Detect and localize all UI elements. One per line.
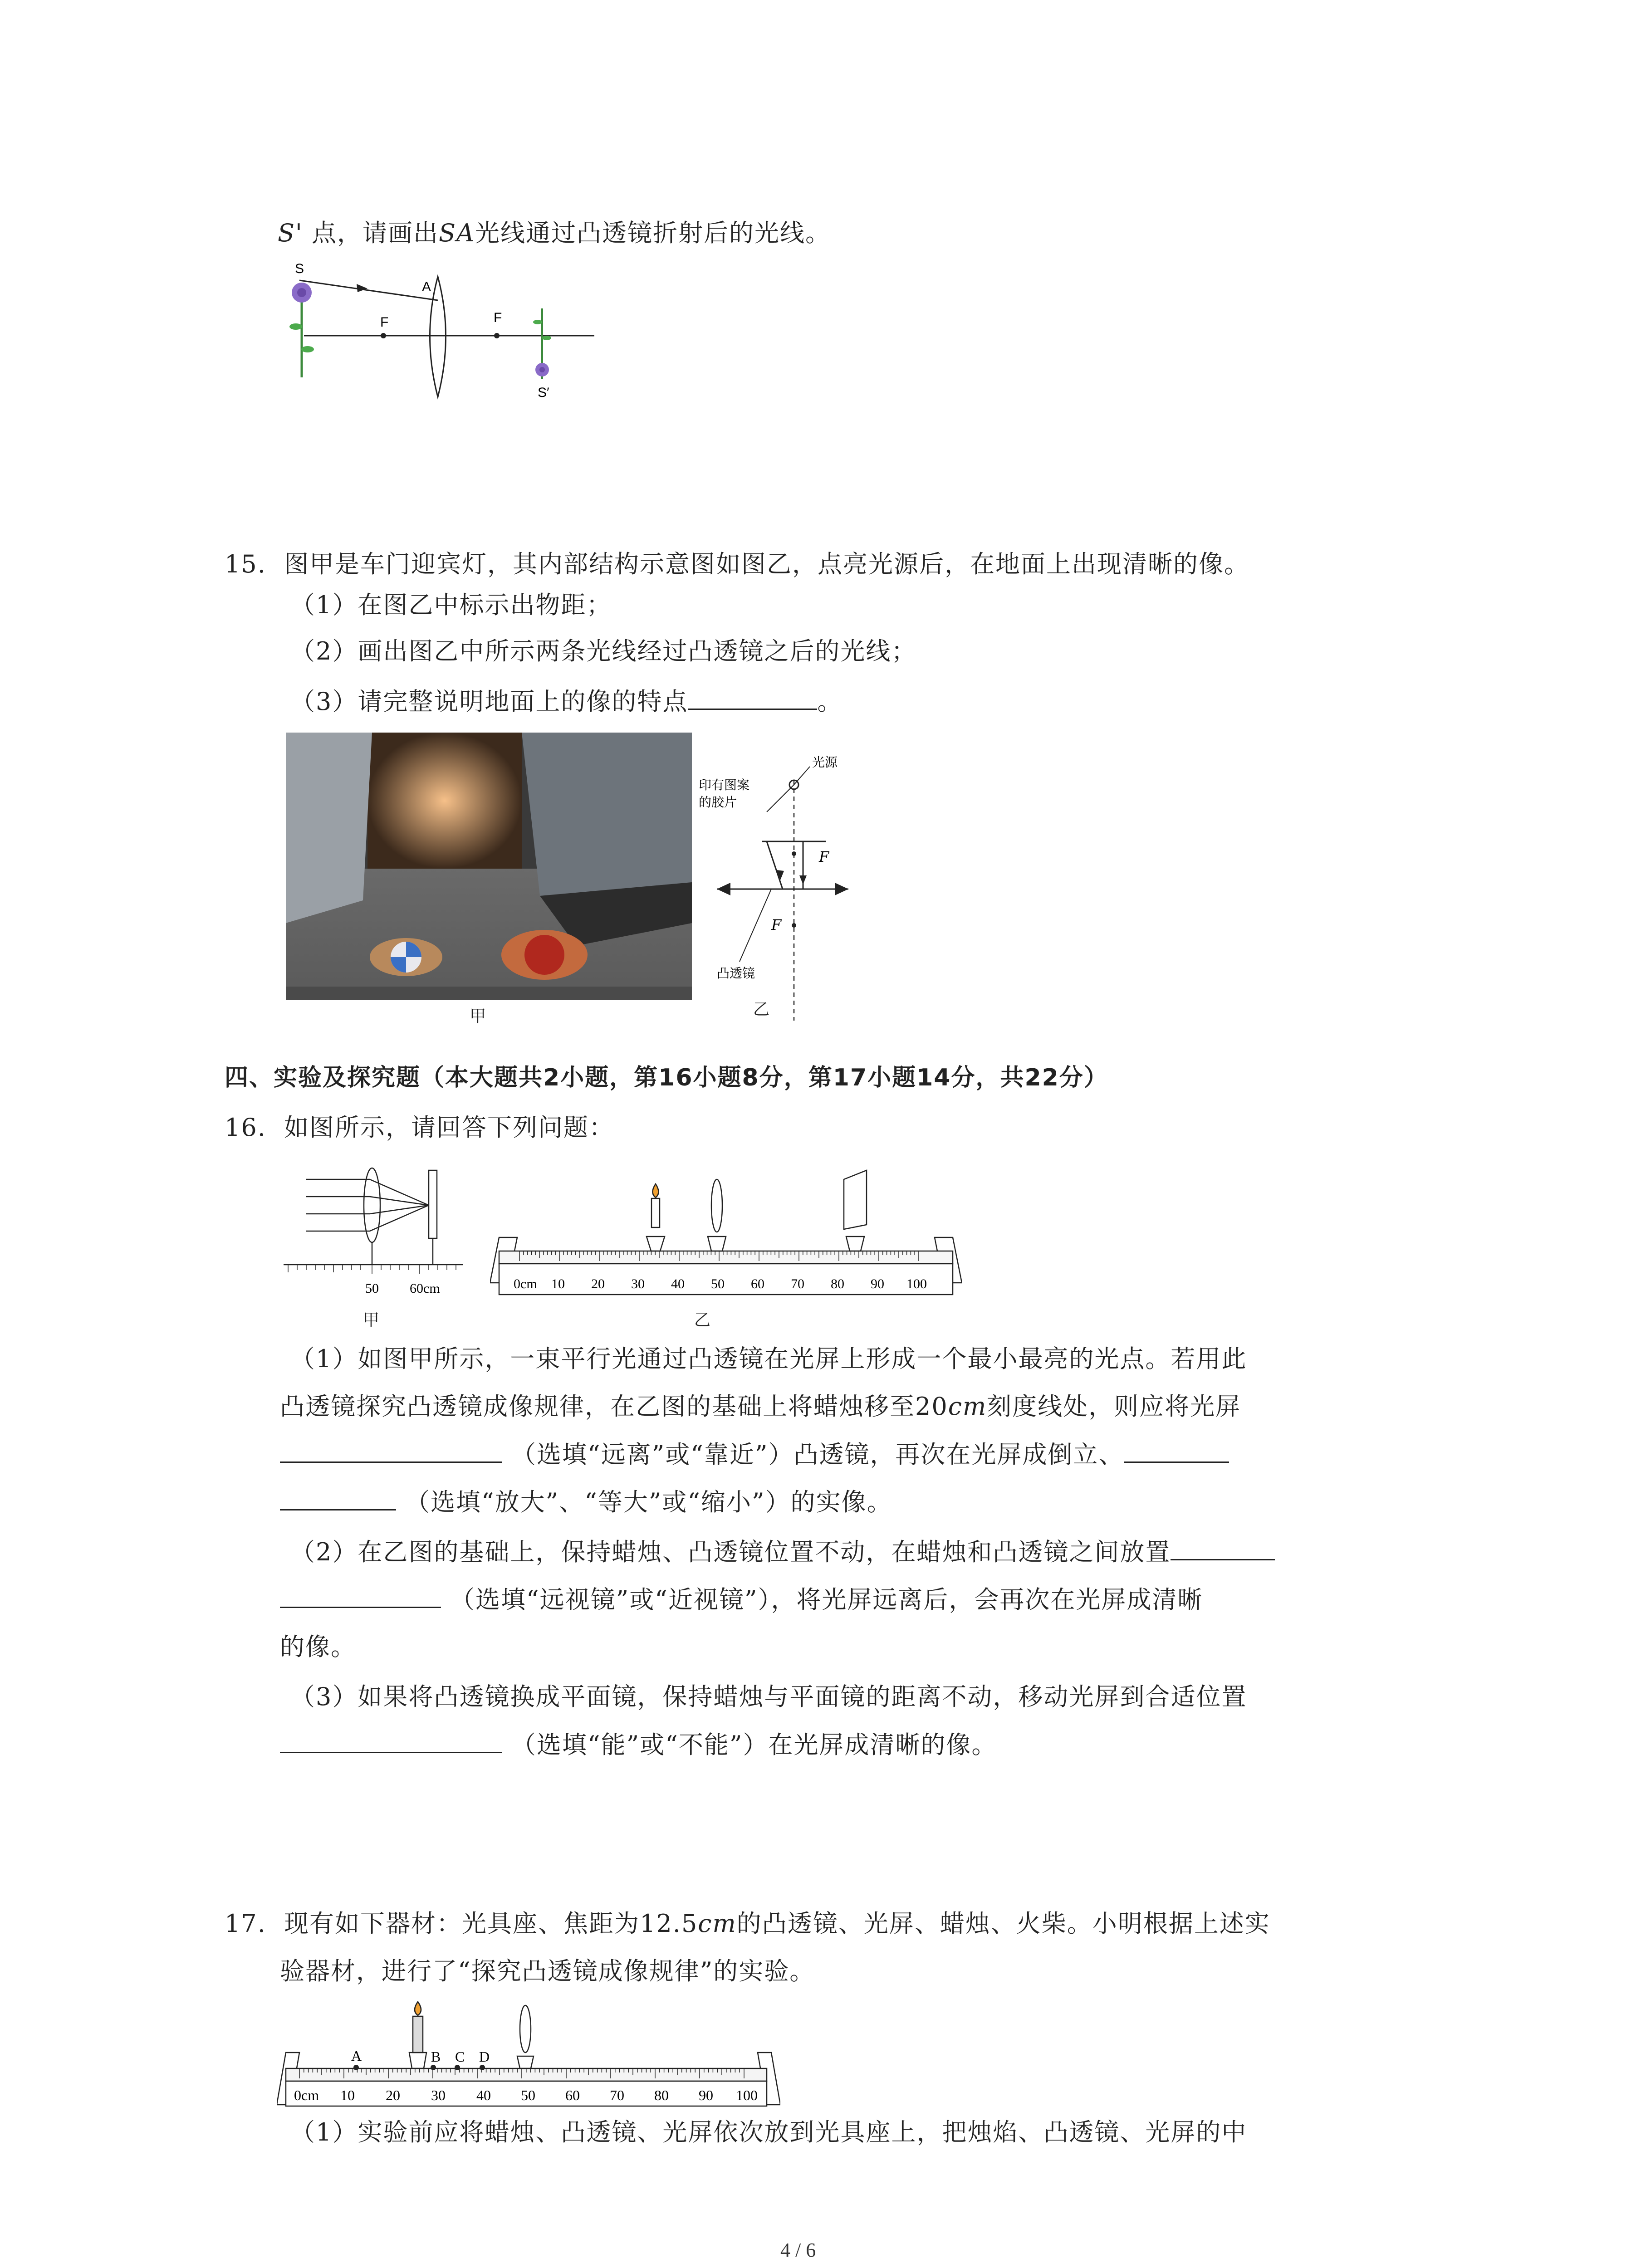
point-c: C [455,2048,465,2065]
q17-tick-100: 100 [736,2087,758,2103]
q16-p1-blank2b[interactable] [280,1486,396,1510]
q14-s-prime: S' [278,219,312,247]
q16-p1-blank2a[interactable] [1124,1438,1229,1463]
yi-tick-20: 20 [591,1276,605,1291]
yi-tick-40: 40 [671,1276,685,1291]
q17-p1-line1: （1）实验前应将蜡烛、凸透镜、光屏依次放到光具座上，把烛焰、凸透镜、光屏的中 [290,2118,1247,2146]
q17-line2: 验器材，进行了“探究凸透镜成像规律”的实验。 [280,1957,815,1985]
image-flower-icon [533,308,551,379]
q16-fig-jia-caption: 甲 [363,1311,381,1330]
q16-p1-blank1[interactable] [280,1438,502,1463]
label-s: S [295,261,304,276]
q14-tail-line: S' 点，请画出SA光线通过凸透镜折射后的光线。 [278,219,831,247]
q16-p1-line1: （1）如图甲所示，一束平行光通过凸透镜在光屏上形成一个最小最亮的光点。若用此 [290,1344,1247,1373]
q16-p2-line3: 的像。 [280,1633,356,1661]
q15-structure-diagram [699,748,889,1030]
yi-tick-70: 70 [791,1276,804,1291]
q15-car-door-photo [286,733,692,1000]
page-number: 4 / 6 [780,2239,816,2261]
yi-tick-10: 10 [551,1276,565,1291]
q16-fig-yi-optical-bench [490,1161,962,1297]
yi-tick-30: 30 [631,1276,645,1291]
q16-p1-line4: （选填“放大”、“等大”或“缩小”）的实像。 [280,1486,892,1519]
q15-number: 15. [225,550,266,578]
q16-p3-blank[interactable] [280,1728,502,1753]
q16-fig-yi-caption: 乙 [694,1311,712,1330]
q17-tick-60: 60 [565,2087,580,2103]
yi-tick-50: 50 [711,1276,725,1291]
object-flower-icon [289,283,314,377]
q15-fig-yi-caption: 乙 [753,1000,771,1019]
q15-sub1: （1）在图乙中标示出物距； [290,591,612,619]
q16-p2-line2: （选填“远视镜”或“近视镜”），将光屏远离后，会再次在光屏成清晰 [280,1583,1203,1616]
q16-p1-line3: （选填“远离”或“靠近”）凸透镜，再次在光屏成倒立、 [280,1438,1229,1471]
q17-tick-50: 50 [521,2087,535,2103]
q17-tick-90: 90 [699,2087,713,2103]
yi-tick-60: 60 [751,1276,764,1291]
label-film: 印有图案 [699,777,750,792]
q15-stem: 15. 图甲是车门迎宾灯，其内部结构示意图如图乙，点亮光源后，在地面上出现清晰的像。 [225,550,1250,578]
q16-p3-line2: （选填“能”或“不能”）在光屏成清晰的像。 [280,1728,997,1761]
q16-fig-jia [284,1161,465,1297]
q17-tick-40: 40 [476,2087,491,2103]
q16-p2-blank-a[interactable] [1171,1535,1275,1560]
q14-sa: SA [439,219,475,247]
label-a: A [422,279,431,294]
label-film2: 的胶片 [699,795,737,810]
point-b: B [431,2048,441,2065]
yi-tick-80: 80 [831,1276,844,1291]
label-light-source: 光源 [812,755,838,770]
section-4-title: 四、实验及探究题（本大题共2小题，第16小题8分，第17小题14分，共22分） [225,1064,1108,1091]
q17-line1: 17. 现有如下器材：光具座、焦距为12.5cm的凸透镜、光屏、蜡烛、火柴。小明根据上述实 [225,1909,1270,1938]
q16-p3-line1: （3）如果将凸透镜换成平面镜，保持蜡烛与平面镜的距离不动，移动光屏到合适位置 [290,1682,1247,1711]
q17-tick-70: 70 [610,2087,624,2103]
label-f-top: F [819,848,829,865]
q16-stem: 16. 如图所示，请回答下列问题： [225,1113,615,1142]
yi-tick-100: 100 [906,1276,927,1291]
label-lens: 凸透镜 [717,966,755,981]
q15-sub3: （3）请完整说明地面上的像的特点 。 [290,685,843,718]
q17-tick-80: 80 [654,2087,669,2103]
label-f-bottom: F [771,916,782,934]
q17-tick-0cm: 0cm [294,2087,319,2103]
q16-number: 16. [225,1113,266,1142]
q16-p2-blank-b[interactable] [280,1583,441,1608]
jia-tick-50: 50 [365,1281,379,1296]
q15-fig-jia-caption: 甲 [470,1007,487,1026]
yi-tick-90: 90 [871,1276,884,1291]
q17-tick-20: 20 [386,2087,400,2103]
q17-tick-30: 30 [431,2087,446,2103]
yi-tick-0cm: 0cm [514,1276,537,1291]
label-s-prime: S′ [538,385,549,400]
jia-tick-60cm: 60cm [410,1281,440,1296]
q15-answer-blank[interactable] [688,685,817,710]
q14-lens-figure [277,259,603,413]
q15-sub2: （2）画出图乙中所示两条光线经过凸透镜之后的光线； [290,637,917,665]
q17-number: 17. [225,1909,266,1938]
point-a: A [351,2048,362,2064]
q16-p2-line1: （2）在乙图的基础上，保持蜡烛、凸透镜位置不动，在蜡烛和凸透镜之间放置 [290,1535,1275,1569]
point-d: D [479,2048,490,2065]
q17-tick-10: 10 [340,2087,355,2103]
label-f-right: F [494,310,502,325]
label-f-left: F [380,315,389,330]
q17-optical-bench [277,1998,780,2112]
q16-p1-line2: 凸透镜探究凸透镜成像规律，在乙图的基础上将蜡烛移至20cm刻度线处，则应将光屏 [280,1392,1241,1421]
